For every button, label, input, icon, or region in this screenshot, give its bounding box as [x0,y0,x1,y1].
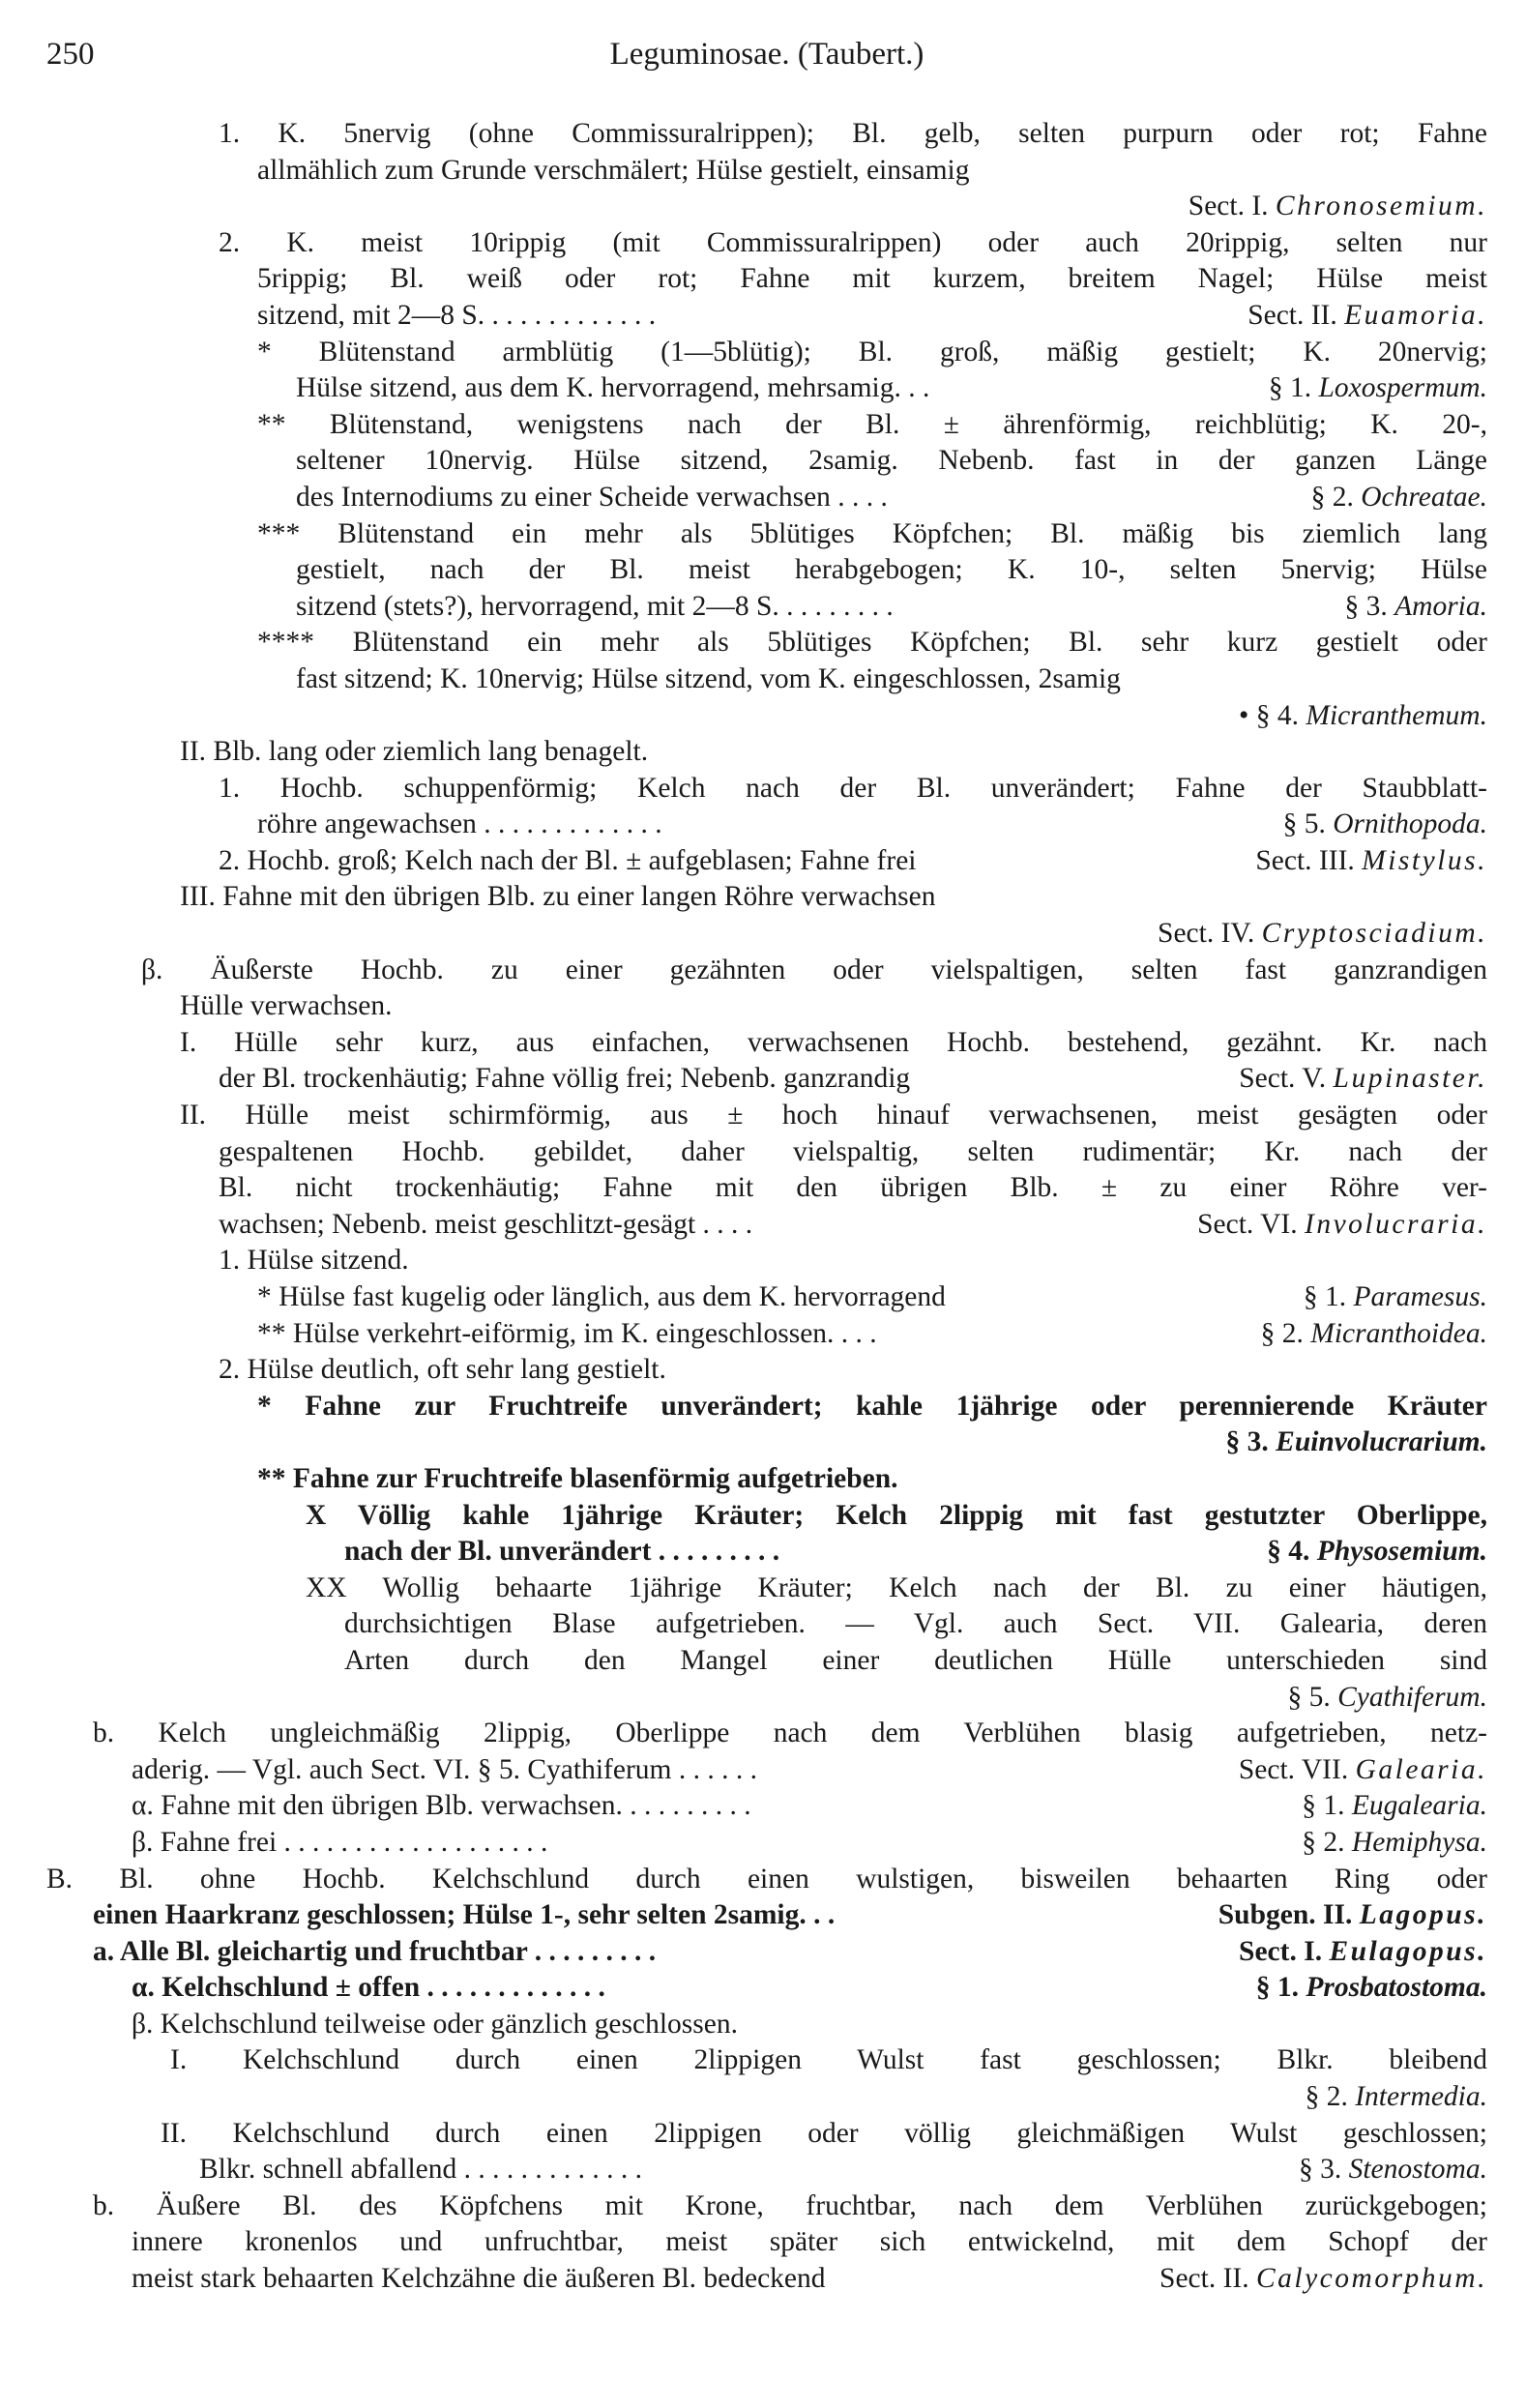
taxon-name: Micranthemum. [1306,699,1487,731]
line-text: Hülle verwachsen. [180,990,393,1022]
text-line [46,1716,1487,1752]
text-line [46,116,1487,153]
rank-label: § 2. [1305,2081,1356,2113]
taxon-reference [1218,1897,1487,1934]
text-line [46,1170,1487,1207]
text-line [46,1752,1487,1789]
text-line [46,443,1487,480]
line-text: innere kronenlos und unfruchtbar, meist später sich entwickelnd, mit dem Schopf der [132,2226,1487,2258]
text-line [46,1352,1487,1389]
line-text: gestielt, nach der Bl. meist herabgebogen; K. 10-, selten 5nervig; Hülse [296,554,1487,586]
rank-label: § 1. [1303,1281,1354,1312]
text-line [46,407,1487,444]
text-line [46,2224,1487,2261]
taxon-reference [1255,843,1487,880]
text-line [46,480,1487,516]
text-line [46,2152,1487,2188]
taxon-name: Cryptosciadium. [1261,918,1487,950]
taxon-name: Chronosemium. [1275,191,1487,222]
text-line [46,1207,1487,1244]
rank-label: Sect. III. [1255,844,1363,876]
line-text: Blkr. schnell abfallend . . . . . . . . . . . . . [199,2154,642,2186]
line-text: II. Hülle meist schirmförmig, aus ± hoch hinauf verwachsenen, meist gesägten oder [180,1100,1487,1131]
text-line [46,916,1487,953]
taxon-reference [1299,2152,1487,2188]
line-text: II. Blb. lang oder ziemlich lang benagelt. [180,736,649,768]
line-text: Hülse sitzend, aus dem K. hervorragend, mehrsamig. . . [296,372,930,404]
text-line [46,1461,1487,1498]
text-line [46,1389,1487,1425]
taxon-name: Amoria. [1394,590,1487,622]
line-text: a. Alle Bl. gleichartig und fruchtbar . . . . . . . . . [93,1935,657,1967]
taxon-name: Ochreatae. [1361,481,1487,513]
taxon-reference [1304,1279,1487,1316]
taxon-name: Galearia. [1355,1753,1487,1785]
line-text: 1. K. 5nervig (ohne Commissuralrippen); Bl. gelb, selten purpurn oder rot; Fahne [219,118,1487,149]
line-text: I. Hülle sehr kurz, aus einfachen, verwachsenen Hochb. bestehend, gezähnt. Kr. nach [180,1026,1487,1058]
text-line [46,843,1487,880]
text-line [46,1897,1487,1934]
text-line [46,879,1487,916]
line-text: β. Äußerste Hochb. zu einer gezähnten oder vielspaltigen, selten fast ganzrandigen [141,954,1487,985]
line-text: b. Kelch ungleichmäßig 2lippig, Oberlippe nach dem Verblühen blasig aufgetrieben, netz- [93,1718,1487,1749]
taxon-name: Mistylus. [1362,844,1487,876]
line-text: röhre angewachsen . . . . . . . . . . . . . [257,808,662,840]
line-text: * Blütenstand armblütig (1—5blütig); Bl. groß, mäßig gestielt; K. 20nervig; [257,336,1487,367]
rank-label: Sect. II. [1247,299,1345,331]
text-line [46,1643,1487,1680]
text-line [46,2042,1487,2079]
text-line [46,698,1487,735]
taxon-reference [1306,2079,1487,2116]
taxon-name: Calycomorphum. [1255,2263,1487,2295]
text-line [46,1134,1487,1171]
text-line [46,370,1487,407]
rank-label: § 3. [1344,590,1395,622]
rank-label: Subgen. II. [1218,1899,1360,1931]
text-line [46,1534,1487,1571]
taxon-name: Eugalearia. [1351,1790,1487,1822]
text-line [46,1571,1487,1607]
text-line [46,1970,1487,2007]
rank-label: Sect. V. [1239,1063,1334,1095]
line-text: * Hülse fast kugelig oder länglich, aus dem K. hervorragend [257,1281,946,1312]
page-number: 250 [46,37,95,72]
rank-label: Sect. IV. [1158,918,1262,950]
line-text: **** Blütenstand ein mehr als 5blütiges Köpfchen; Bl. sehr kurz gestielt oder [257,627,1487,659]
rank-label: § 2. [1302,1826,1352,1858]
line-text: I. Kelchschlund durch einen 2lippigen Wulst fast geschlossen; Blkr. bleibend [170,2044,1487,2076]
taxon-name: Loxospermum. [1318,372,1487,404]
text-line [46,988,1487,1025]
rank-label: § 3. [1298,2154,1349,2186]
line-text: 2. Hochb. groß; Kelch nach der Bl. ± aufgeblasen; Fahne frei [219,844,917,876]
rank-label: § 1. [1255,1972,1306,2004]
line-text: β. Kelchschlund teilweise oder gänzlich geschlossen. [132,2008,738,2040]
line-text: XX Wollig behaarte 1jährige Kräuter; Kelch nach der Bl. zu einer häutigen, [306,1571,1487,1603]
taxon-reference [1269,370,1487,407]
text-line [46,625,1487,661]
taxon-reference [1239,1934,1487,1971]
taxon-reference [1345,589,1488,626]
rank-label: Sect. I. [1188,191,1276,222]
taxon-reference [1189,189,1487,225]
line-text: Arten durch den Mangel einer deutlichen Hülle unterschieden sind [344,1644,1487,1676]
line-text: sitzend, mit 2—8 S. . . . . . . . . . . . . [257,299,657,331]
line-text: sitzend (stets?), hervorragend, mit 2—8 S. . . . . . . . . [296,590,894,622]
taxon-reference [1302,1788,1487,1825]
text-line [46,2261,1487,2298]
text-line [46,771,1487,808]
taxon-reference [1226,1424,1487,1461]
text-line [46,153,1487,190]
line-text: aderig. — Vgl. auch Sect. VI. § 5. Cyathiferum . . . . . . [132,1753,757,1785]
taxon-name: Ornithopoda. [1333,808,1487,840]
text-line [46,1680,1487,1717]
taxon-name: Cyathiferum. [1337,1681,1487,1713]
line-text: b. Äußere Bl. des Köpfchens mit Krone, fruchtbar, nach dem Verblühen zurückgebogen; [93,2189,1487,2221]
taxon-name: Lagopus. [1359,1899,1487,1931]
text-line [46,1825,1487,1862]
text-line [46,2079,1487,2116]
line-text: durchsichtigen Blase aufgetrieben. — Vgl. auch Sect. VII. Galearia, deren [344,1608,1487,1640]
line-text: einen Haarkranz geschlossen; Hülse 1-, sehr selten 2samig. . . [93,1899,836,1931]
text-line [46,1498,1487,1535]
taxon-reference [1267,1534,1487,1571]
taxon-reference [1302,1825,1487,1862]
taxon-reference [1158,916,1487,953]
taxon-name: Euinvolucrarium. [1276,1426,1487,1458]
taxon-name: Intermedia. [1355,2081,1487,2113]
rank-label: § 2. [1310,481,1362,513]
line-text: der Bl. trockenhäutig; Fahne völlig frei; Nebenb. ganzrandig [219,1063,911,1095]
taxon-reference [1288,1680,1488,1717]
text-line [46,2188,1487,2225]
line-text: wachsen; Nebenb. meist geschlitzt-gesägt . . . . [219,1208,753,1240]
rank-label: § 3. [1225,1426,1277,1458]
text-line [46,225,1487,262]
taxon-name: Involucraria. [1305,1208,1487,1240]
text-line [46,1025,1487,1062]
text-line [46,2007,1487,2043]
text-line [46,1316,1487,1353]
key-text [46,116,1487,2298]
line-text: α. Kelchschlund ± offen . . . . . . . . . . . . . [132,1972,605,2004]
line-text: 5rippig; Bl. weiß oder rot; Fahne mit kurzem, breitem Nagel; Hülse meist [257,263,1487,295]
running-title: Leguminosae. (Taubert.) [609,37,924,72]
text-line [46,298,1487,335]
taxon-name: Euamoria. [1344,299,1487,331]
line-text: B. Bl. ohne Hochb. Kelchschlund durch einen wulstigen, bisweilen behaarten Ring oder [46,1863,1487,1894]
line-text: ** Fahne zur Fruchtreife blasenförmig aufgetrieben. [257,1462,898,1494]
line-text: allmählich zum Grunde verschmälert; Hülse gestielt, einsamig [257,154,970,186]
line-text: des Internodiums zu einer Scheide verwachsen . . . . [296,481,888,513]
taxon-name: Eulagopus. [1329,1935,1487,1967]
text-line [46,807,1487,843]
rank-label: • § 4. [1239,699,1306,731]
rank-label: Sect. VII. [1238,1753,1356,1785]
taxon-name: Stenostoma. [1348,2154,1487,2186]
text-line [46,1934,1487,1971]
text-line [46,335,1487,371]
line-text: Bl. nicht trockenhäutig; Fahne mit den übrigen Blb. ± zu einer Röhre ver- [219,1172,1487,1204]
text-line [46,1788,1487,1825]
line-text: seltener 10nervig. Hülse sitzend, 2samig. Nebenb. fast in der ganzen Länge [296,445,1487,477]
taxon-name: Hemiphysa. [1351,1826,1487,1858]
rank-label: § 5. [1282,808,1334,840]
rank-label: Sect. I. [1239,1935,1330,1967]
line-text: X Völlig kahle 1jährige Kräuter; Kelch 2lippig mit fast gestutzter Oberlippe, [306,1499,1487,1531]
taxon-name: Micranthoidea. [1310,1317,1487,1349]
line-text: fast sitzend; K. 10nervig; Hülse sitzend, vom K. eingeschlossen, 2samig [296,662,1121,694]
text-line [46,516,1487,553]
taxon-reference [1239,698,1487,735]
text-line [46,1424,1487,1461]
line-text: gespaltenen Hochb. gebildet, daher vielspaltig, selten rudimentär; Kr. nach der [219,1135,1487,1167]
taxon-reference [1261,1316,1487,1353]
taxon-reference [1239,1752,1487,1789]
rank-label: § 4. [1267,1536,1317,1568]
line-text: nach der Bl. unverändert . . . . . . . . . [344,1536,780,1568]
line-text: * Fahne zur Fruchtreife unverändert; kahle 1jährige oder perennierende Kräuter [257,1390,1487,1422]
text-line [46,589,1487,626]
line-text: ** Blütenstand, wenigstens nach der Bl. ± ährenförmig, reichblütig; K. 20-, [257,408,1487,440]
line-text: *** Blütenstand ein mehr als 5blütiges Köpfchen; Bl. mäßig bis ziemlich lang [257,517,1487,549]
line-text: III. Fahne mit den übrigen Blb. zu einer langen Röhre verwachsen [180,881,936,913]
rank-label: § 2. [1260,1317,1311,1349]
text-line [46,1279,1487,1316]
taxon-reference [1159,2261,1487,2298]
text-line [46,1061,1487,1098]
line-text: 1. Hochb. schuppenförmig; Kelch nach der Bl. unverändert; Fahne der Staubblatt- [219,772,1487,804]
line-text: β. Fahne frei . . . . . . . . . . . . . . . . . . . [132,1826,548,1858]
taxon-reference [1311,480,1487,516]
taxon-name: Prosbatostoma. [1306,1972,1487,2004]
text-line [46,1606,1487,1643]
text-line [46,1862,1487,1898]
rank-label: § 1. [1268,372,1319,404]
text-line [46,661,1487,698]
rank-label: § 5. [1287,1681,1338,1713]
taxon-name: Physosemium. [1316,1536,1487,1568]
taxon-reference [1283,807,1487,843]
line-text: α. Fahne mit den übrigen Blb. verwachsen. . . . . . . . . . [132,1790,751,1822]
taxon-reference [1247,298,1487,335]
text-line [46,953,1487,989]
line-text: 1. Hülse sitzend. [219,1245,409,1277]
line-text: ** Hülse verkehrt-eiförmig, im K. eingeschlossen. . . . [257,1317,877,1349]
taxon-name: Paramesus. [1353,1281,1487,1312]
text-line [46,734,1487,771]
taxon-reference [1256,1970,1487,2007]
rank-label: Sect. VI. [1197,1208,1305,1240]
rank-label: Sect. II. [1159,2263,1256,2295]
text-line [46,189,1487,225]
line-text: meist stark behaarten Kelchzähne die äußeren Bl. bedeckend [132,2263,826,2295]
text-line [46,1243,1487,1279]
rank-label: § 1. [1302,1790,1352,1822]
taxon-reference [1239,1061,1487,1098]
text-line [46,1098,1487,1134]
text-line [46,552,1487,589]
text-line [46,2116,1487,2153]
line-text: II. Kelchschlund durch einen 2lippigen oder völlig gleichmäßigen Wulst geschlossen; [161,2117,1487,2149]
line-text: 2. Hülse deutlich, oft sehr lang gestielt. [219,1354,666,1386]
line-text: 2. K. meist 10rippig (mit Commissuralrippen) oder auch 20rippig, selten nur [219,226,1487,258]
taxon-reference [1197,1207,1487,1244]
page-header [46,37,1487,75]
taxon-name: Lupinaster. [1333,1063,1487,1095]
text-line [46,261,1487,298]
